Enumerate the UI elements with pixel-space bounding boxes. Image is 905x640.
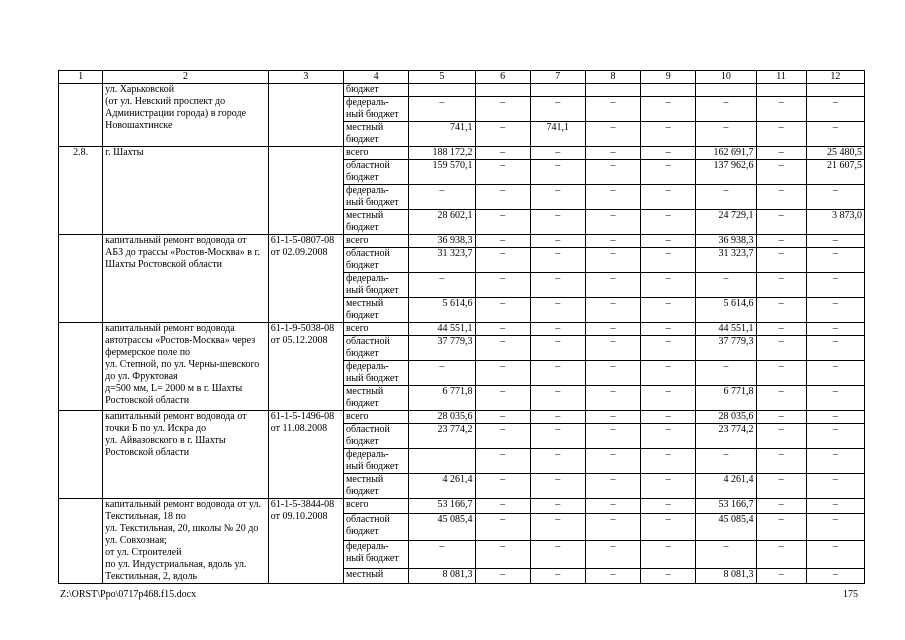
value-cell: – xyxy=(530,323,585,336)
value-cell: – xyxy=(756,147,806,160)
value-cell: – xyxy=(696,273,756,298)
value-cell: – xyxy=(475,323,530,336)
value-cell: 45 085,4 xyxy=(696,513,756,541)
value-cell: – xyxy=(475,97,530,122)
value-cell: – xyxy=(641,411,696,424)
value-cell: 53 166,7 xyxy=(409,499,475,514)
value-cell: – xyxy=(475,424,530,449)
value-cell: – xyxy=(696,122,756,147)
page-number: 175 xyxy=(843,589,858,600)
value-cell: – xyxy=(585,424,640,449)
value-cell: – xyxy=(530,449,585,474)
value-cell: – xyxy=(756,541,806,569)
contract-number xyxy=(268,84,343,147)
value-cell xyxy=(806,84,864,97)
object-name: г. Шахты xyxy=(103,147,269,235)
budget-type: всего xyxy=(344,147,409,160)
value-cell: – xyxy=(756,513,806,541)
value-cell: – xyxy=(530,361,585,386)
header-cell: 7 xyxy=(530,71,585,84)
value-cell: – xyxy=(641,323,696,336)
table-row xyxy=(59,499,865,514)
value-cell: – xyxy=(530,513,585,541)
value-cell: – xyxy=(585,97,640,122)
value-cell: – xyxy=(585,273,640,298)
value-cell: – xyxy=(475,541,530,569)
value-cell: – xyxy=(806,513,864,541)
budget-type: всего xyxy=(344,323,409,336)
value-cell: – xyxy=(696,361,756,386)
value-cell xyxy=(641,84,696,97)
value-cell: – xyxy=(585,499,640,514)
value-cell: – xyxy=(641,569,696,584)
value-cell: 25 480,5 xyxy=(806,147,864,160)
value-cell: 21 607,5 xyxy=(806,160,864,185)
contract-number: 61-1-5-0807-08 от 02.09.2008 xyxy=(268,235,343,323)
row-number: 2.8. xyxy=(59,147,103,235)
value-cell: 8 081,3 xyxy=(409,569,475,584)
value-cell: – xyxy=(756,323,806,336)
header-cell: 2 xyxy=(103,71,269,84)
header-cell: 6 xyxy=(475,71,530,84)
value-cell: 44 551,1 xyxy=(409,323,475,336)
budget-type: областной бюджет xyxy=(344,513,409,541)
value-cell: 4 261,4 xyxy=(696,474,756,499)
value-cell: – xyxy=(641,513,696,541)
value-cell: – xyxy=(475,235,530,248)
value-cell: 137 962,6 xyxy=(696,160,756,185)
value-cell: – xyxy=(530,386,585,411)
table-row xyxy=(59,235,865,248)
value-cell: – xyxy=(756,273,806,298)
value-cell: – xyxy=(409,273,475,298)
value-cell: – xyxy=(530,298,585,323)
value-cell: – xyxy=(696,97,756,122)
table-row xyxy=(59,84,865,97)
header-cell: 3 xyxy=(268,71,343,84)
value-cell: – xyxy=(585,513,640,541)
value-cell xyxy=(409,84,475,97)
header-cell: 8 xyxy=(585,71,640,84)
budget-type: федераль- ный бюджет xyxy=(344,185,409,210)
value-cell: 159 570,1 xyxy=(409,160,475,185)
budget-type: местный бюджет xyxy=(344,474,409,499)
value-cell: – xyxy=(530,541,585,569)
value-cell: – xyxy=(641,449,696,474)
value-cell: – xyxy=(696,541,756,569)
budget-type: всего xyxy=(344,411,409,424)
value-cell: 45 085,4 xyxy=(409,513,475,541)
budget-type: федераль- ный бюджет xyxy=(344,273,409,298)
value-cell: – xyxy=(806,323,864,336)
value-cell: – xyxy=(409,185,475,210)
value-cell: – xyxy=(641,541,696,569)
value-cell: – xyxy=(475,513,530,541)
header-cell: 4 xyxy=(344,71,409,84)
budget-type: местный бюджет xyxy=(344,386,409,411)
value-cell: 31 323,7 xyxy=(696,248,756,273)
value-cell: – xyxy=(475,499,530,514)
budget-type: местный бюджет xyxy=(344,298,409,323)
budget-table xyxy=(58,70,865,584)
contract-number: 61-1-9-5038-08 от 05.12.2008 xyxy=(268,323,343,411)
value-cell: – xyxy=(530,424,585,449)
budget-type: областной бюджет xyxy=(344,160,409,185)
budget-type: областной бюджет xyxy=(344,424,409,449)
value-cell: – xyxy=(409,541,475,569)
value-cell xyxy=(530,84,585,97)
value-cell: – xyxy=(475,210,530,235)
value-cell xyxy=(756,84,806,97)
value-cell: – xyxy=(475,336,530,361)
value-cell: – xyxy=(530,97,585,122)
value-cell: – xyxy=(585,298,640,323)
object-name: капитальный ремонт водовода от точки Б по ул. Искра до ул. Айвазовского в г. Шахты Ростовской области xyxy=(103,411,269,499)
value-cell: – xyxy=(475,361,530,386)
value-cell: – xyxy=(756,424,806,449)
value-cell: 162 691,7 xyxy=(696,147,756,160)
value-cell xyxy=(585,84,640,97)
value-cell: – xyxy=(641,361,696,386)
header-cell: 1 xyxy=(59,71,103,84)
value-cell xyxy=(409,449,475,474)
contract-number: 61-1-5-1496-08 от 11.08.2008 xyxy=(268,411,343,499)
value-cell: – xyxy=(756,235,806,248)
value-cell: – xyxy=(696,185,756,210)
row-number xyxy=(59,323,103,411)
value-cell: 53 166,7 xyxy=(696,499,756,514)
budget-type: всего xyxy=(344,235,409,248)
value-cell: – xyxy=(585,160,640,185)
header-row xyxy=(59,71,865,84)
file-path: Z:\ORST\Ppo\0717p468.f15.docx xyxy=(60,589,197,600)
value-cell: – xyxy=(475,298,530,323)
value-cell: – xyxy=(585,541,640,569)
value-cell: – xyxy=(585,449,640,474)
value-cell: – xyxy=(756,386,806,411)
object-name: капитальный ремонт водовода от АБЗ до трассы «Ростов-Москва» в г. Шахты Ростовской области xyxy=(103,235,269,323)
value-cell: 23 774,2 xyxy=(409,424,475,449)
value-cell: – xyxy=(806,424,864,449)
header-cell: 11 xyxy=(756,71,806,84)
table-row xyxy=(59,411,865,424)
value-cell: – xyxy=(806,97,864,122)
value-cell: – xyxy=(756,298,806,323)
value-cell: – xyxy=(756,248,806,273)
value-cell: – xyxy=(475,449,530,474)
value-cell: – xyxy=(475,474,530,499)
value-cell: – xyxy=(806,449,864,474)
value-cell: – xyxy=(530,569,585,584)
value-cell: – xyxy=(530,147,585,160)
value-cell: 5 614,6 xyxy=(696,298,756,323)
value-cell: – xyxy=(756,210,806,235)
value-cell: – xyxy=(641,386,696,411)
value-cell: – xyxy=(475,386,530,411)
value-cell: – xyxy=(641,210,696,235)
value-cell xyxy=(475,84,530,97)
value-cell: 6 771,8 xyxy=(696,386,756,411)
value-cell: – xyxy=(641,185,696,210)
value-cell: – xyxy=(585,248,640,273)
value-cell: 4 261,4 xyxy=(409,474,475,499)
value-cell: – xyxy=(585,235,640,248)
value-cell: – xyxy=(475,122,530,147)
value-cell: – xyxy=(641,147,696,160)
value-cell: – xyxy=(585,323,640,336)
row-number xyxy=(59,84,103,147)
value-cell: 741,1 xyxy=(409,122,475,147)
value-cell: – xyxy=(806,569,864,584)
value-cell: – xyxy=(641,160,696,185)
budget-type: местный бюджет xyxy=(344,210,409,235)
object-name: капитальный ремонт водовода автотрассы «Ростов-Москва» через фермерское поле по ул. Степной, по ул. Черны-шевского до ул. Фруктовая д=500 мм, L= 2000 м в г. Шахты Ростовской области xyxy=(103,323,269,411)
value-cell: – xyxy=(641,273,696,298)
budget-type: местный бюджет xyxy=(344,122,409,147)
value-cell: – xyxy=(585,386,640,411)
value-cell: – xyxy=(530,210,585,235)
value-cell: – xyxy=(641,474,696,499)
header-cell: 9 xyxy=(641,71,696,84)
value-cell: – xyxy=(756,449,806,474)
budget-type: местный xyxy=(344,569,409,584)
value-cell: 24 729,1 xyxy=(696,210,756,235)
value-cell: – xyxy=(641,298,696,323)
value-cell: – xyxy=(641,122,696,147)
value-cell: – xyxy=(409,97,475,122)
value-cell: – xyxy=(409,361,475,386)
value-cell: 28 602,1 xyxy=(409,210,475,235)
value-cell: – xyxy=(475,185,530,210)
value-cell: – xyxy=(641,499,696,514)
value-cell: – xyxy=(806,541,864,569)
table-row xyxy=(59,323,865,336)
object-name: ул. Харьковской (от ул. Невский проспект до Администрации города) в городе Новошахтинске xyxy=(103,84,269,147)
value-cell: 28 035,6 xyxy=(696,411,756,424)
value-cell: – xyxy=(806,273,864,298)
value-cell: – xyxy=(475,411,530,424)
value-cell: 23 774,2 xyxy=(696,424,756,449)
row-number xyxy=(59,235,103,323)
value-cell: – xyxy=(806,386,864,411)
value-cell: – xyxy=(475,147,530,160)
value-cell: – xyxy=(641,336,696,361)
value-cell: – xyxy=(585,185,640,210)
value-cell: – xyxy=(475,248,530,273)
value-cell: – xyxy=(530,411,585,424)
value-cell: – xyxy=(585,474,640,499)
value-cell: 3 873,0 xyxy=(806,210,864,235)
value-cell: – xyxy=(696,449,756,474)
value-cell: – xyxy=(585,147,640,160)
value-cell: – xyxy=(806,235,864,248)
value-cell: 37 779,3 xyxy=(409,336,475,361)
budget-type: областной бюджет xyxy=(344,248,409,273)
budget-type: федераль- ный бюджет xyxy=(344,97,409,122)
value-cell: – xyxy=(530,499,585,514)
value-cell: 5 614,6 xyxy=(409,298,475,323)
value-cell: – xyxy=(475,569,530,584)
value-cell: – xyxy=(806,298,864,323)
value-cell: – xyxy=(756,97,806,122)
value-cell: – xyxy=(806,122,864,147)
value-cell: 188 172,2 xyxy=(409,147,475,160)
value-cell: – xyxy=(756,474,806,499)
value-cell: 6 771,8 xyxy=(409,386,475,411)
value-cell: 8 081,3 xyxy=(696,569,756,584)
value-cell: – xyxy=(756,411,806,424)
value-cell: – xyxy=(475,160,530,185)
value-cell: – xyxy=(585,411,640,424)
value-cell: – xyxy=(806,411,864,424)
contract-number: 61-1-5-3844-08 от 09.10.2008 xyxy=(268,499,343,584)
value-cell: – xyxy=(641,235,696,248)
budget-type: федераль- ный бюджет xyxy=(344,361,409,386)
value-cell: – xyxy=(806,499,864,514)
value-cell: – xyxy=(585,122,640,147)
budget-type: федераль- ный бюджет xyxy=(344,449,409,474)
value-cell: – xyxy=(756,160,806,185)
value-cell: – xyxy=(641,424,696,449)
header-cell: 10 xyxy=(696,71,756,84)
value-cell: – xyxy=(530,273,585,298)
value-cell: – xyxy=(530,336,585,361)
value-cell: – xyxy=(475,273,530,298)
value-cell: – xyxy=(806,336,864,361)
value-cell: – xyxy=(530,235,585,248)
value-cell: – xyxy=(585,569,640,584)
value-cell: – xyxy=(756,336,806,361)
object-name: капитальный ремонт водовода от ул. Текстильная, 18 по ул. Текстильная, 20, школы № 20 до ул. Совхозная; от ул. Строителей по ул. Индустриальная, вдоль ул. Текстильная, 2, вдоль xyxy=(103,499,269,584)
value-cell: 31 323,7 xyxy=(409,248,475,273)
budget-type: областной бюджет xyxy=(344,336,409,361)
budget-type: бюджет xyxy=(344,84,409,97)
value-cell: – xyxy=(585,361,640,386)
contract-number xyxy=(268,147,343,235)
value-cell: 37 779,3 xyxy=(696,336,756,361)
value-cell: – xyxy=(530,474,585,499)
table-row xyxy=(59,147,865,160)
header-cell: 5 xyxy=(409,71,475,84)
value-cell: – xyxy=(756,185,806,210)
value-cell: 36 938,3 xyxy=(696,235,756,248)
budget-type: всего xyxy=(344,499,409,514)
value-cell: – xyxy=(585,336,640,361)
value-cell: – xyxy=(530,248,585,273)
value-cell: – xyxy=(530,185,585,210)
value-cell: – xyxy=(641,97,696,122)
value-cell xyxy=(696,84,756,97)
value-cell: – xyxy=(756,361,806,386)
value-cell: – xyxy=(806,361,864,386)
value-cell: – xyxy=(806,474,864,499)
value-cell: – xyxy=(806,185,864,210)
value-cell: – xyxy=(641,248,696,273)
value-cell: – xyxy=(585,210,640,235)
budget-type: федераль- ный бюджет xyxy=(344,541,409,569)
value-cell: 741,1 xyxy=(530,122,585,147)
row-number xyxy=(59,411,103,499)
value-cell: 36 938,3 xyxy=(409,235,475,248)
value-cell: – xyxy=(756,569,806,584)
value-cell: – xyxy=(806,248,864,273)
value-cell: – xyxy=(756,122,806,147)
header-cell: 12 xyxy=(806,71,864,84)
row-number xyxy=(59,499,103,584)
value-cell: 28 035,6 xyxy=(409,411,475,424)
value-cell: 44 551,1 xyxy=(696,323,756,336)
value-cell: – xyxy=(756,499,806,514)
value-cell: – xyxy=(530,160,585,185)
